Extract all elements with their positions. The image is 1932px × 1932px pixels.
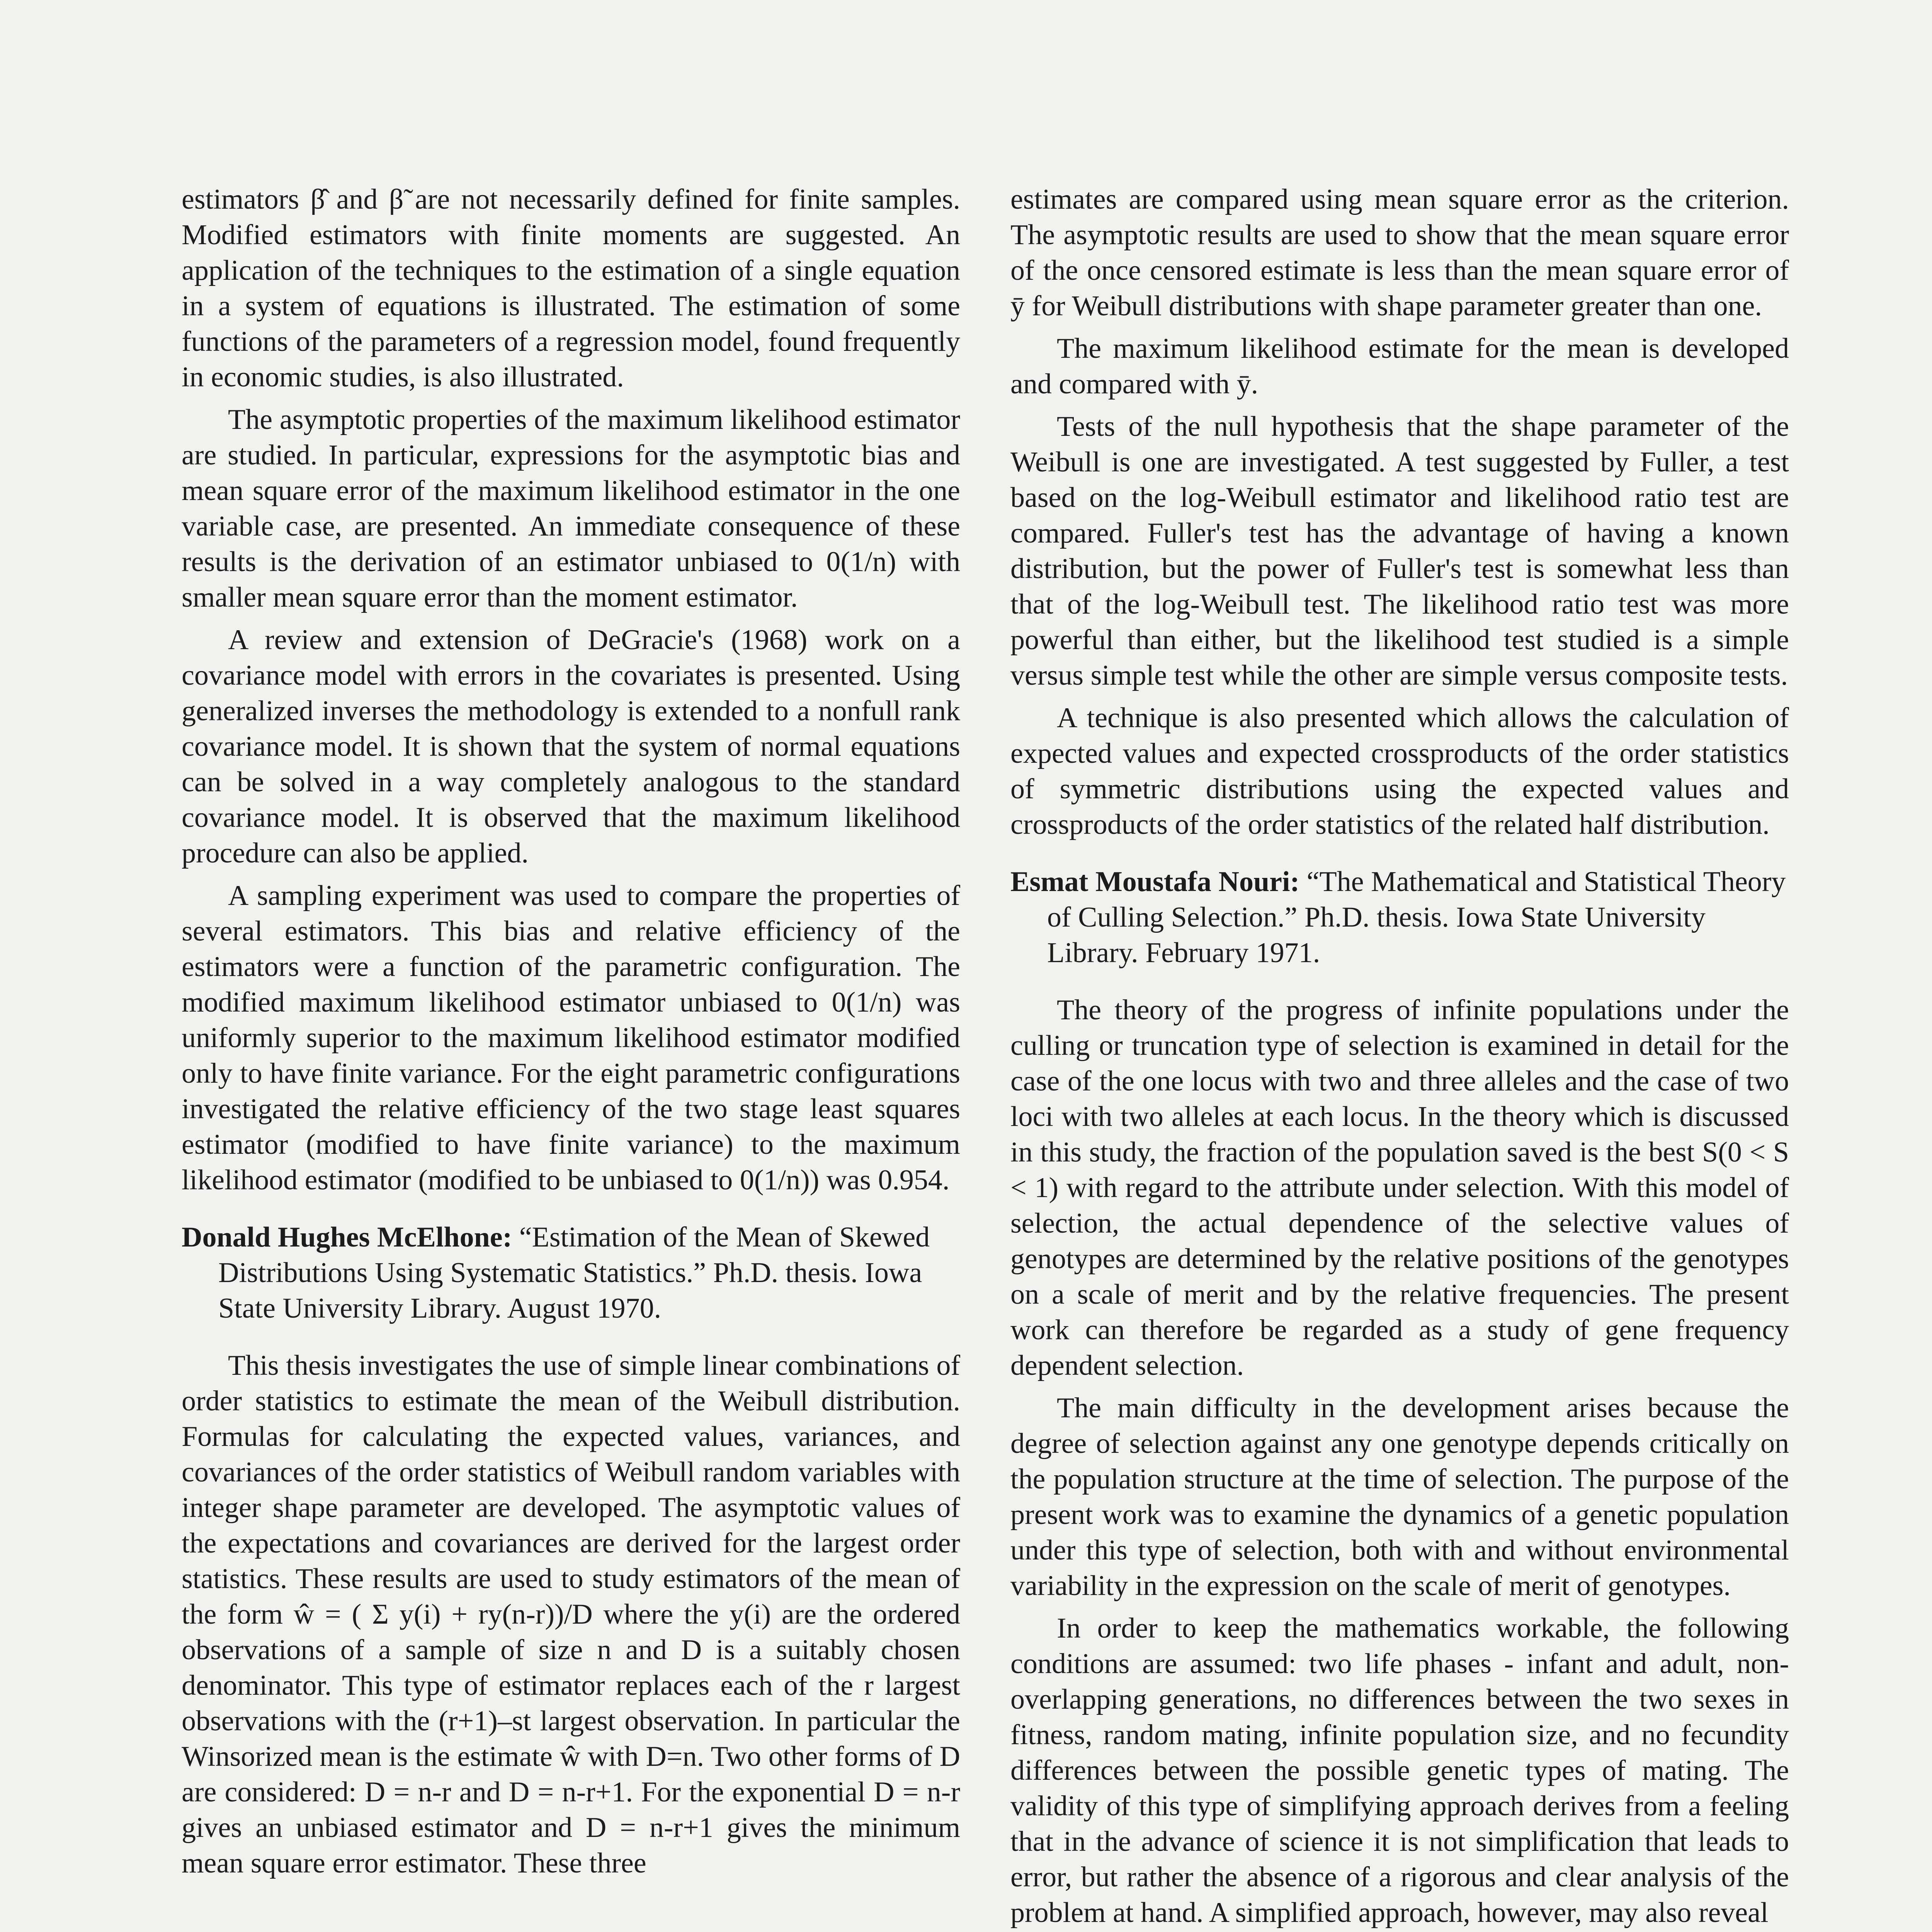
paragraph: In order to keep the mathematics workable, the following conditions are assumed: two life phases - infant and adult, non-overlapping generations, no differences between the two sexes in fitness, random mating, infinite population size, and no fecundity differences between the possible genetic types of mating. The validity of this type of simplifying approach derives from a feeling that in the advance of science it is not simplification that leads to error, but rather the absence of a rigorous and clear analysis of the problem at hand. A simplified approach, however, may also reveal <box>1010 1612 1789 1929</box>
thesis-entry <box>1010 864 1789 971</box>
left-column <box>182 182 960 1888</box>
paragraph: This thesis investigates the use of simple linear combinations of order statistics to estimate the mean of the Weibull distribution. Formulas for calculating the expected values, variances, and covariances of the order statistics of Weibull random variables with integer shape parameter are developed. The asymptotic values of the expectations and covariances are derived for the largest order statistics. These results are used to study estimators of the mean of the form ŵ = ( Σ y(i) + ry(n-r))/D where the y(i) are the ordered observations of a sample of size n and D is a suitably chosen denominator. This type of estimator replaces each of the r largest observations with the (r+1)–st largest observation. In particular the Winsorized mean is the estimate ŵ with D=n. Two other forms of D are considered: D = n-r and D = n-r+1. For the exponential D = n-r gives an unbiased estimator and D = n-r+1 gives the minimum mean square error estimator. These three <box>182 1350 960 1879</box>
paragraph: The main difficulty in the development arises because the degree of selection against any one genotype depends critically on the population structure at the time of selection. The purpose of the present work was to examine the dynamics of a genetic population under this type of selection, both with and without environmental variability in the expression on the scale of merit of genotypes. <box>1010 1392 1789 1602</box>
paragraph: estimates are compared using mean square error as the criterion. The asymptotic results are used to show that the mean square error of the once censored estimate is less than the mean square error of ȳ for Weibull distributions with shape parameter greater than one. <box>1010 184 1789 322</box>
paragraph: The maximum likelihood estimate for the mean is developed and compared with ȳ. <box>1010 333 1789 400</box>
entry-author: Donald Hughes McElhone: <box>182 1221 512 1253</box>
paragraph: Tests of the null hypothesis that the shape parameter of the Weibull is one are investigated. A test suggested by Fuller, a test based on the log-Weibull estimator and likelihood ratio test are compared. Fuller's test has the advantage of having a known distribution, but the power of Fuller's test is somewhat less than that of the log-Weibull test. The likelihood ratio test was more powerful than either, but the likelihood test studied is a simple versus simple test while the other are simple versus composite tests. <box>1010 411 1789 691</box>
paragraph: The asymptotic properties of the maximum likelihood estimator are studied. In particular, expressions for the asymptotic bias and mean square error of the maximum likelihood estimator in the one variable case, are presented. An immediate consequence of these results is the derivation of an estimator unbiased to 0(1/n) with smaller mean square error than the moment estimator. <box>182 404 960 613</box>
entry-citation: “Estimation of the Mean of Skewed Distributions Using Systematic Statistics.” Ph.D. thesis. Iowa State University Library. August 1970. <box>218 1221 930 1324</box>
paragraph: A review and extension of DeGracie's (1968) work on a covariance model with errors in the covariates is presented. Using generalized inverses the methodology is extended to a nonfull rank covariance model. It is shown that the system of normal equations can be solved in a way completely analogous to the standard covariance model. It is observed that the maximum likelihood procedure can also be applied. <box>182 624 960 869</box>
thesis-entry <box>182 1219 960 1326</box>
paragraph: The theory of the progress of infinite populations under the culling or truncation type of selection is examined in detail for the case of the one locus with two and three alleles and the case of two loci with two alleles at each locus. In the theory which is discussed in this study, the fraction of the population saved is the best S(0 < S < 1) with regard to the attribute under selection. With this model of selection, the actual dependence of the selective values of genotypes are determined by the relative positions of the genotypes on a scale of merit and by the relative frequencies. The present work can therefore be regarded as a study of gene frequency dependent selection. <box>1010 994 1789 1381</box>
entry-citation: “The Mathematical and Statistical Theory of Culling Selection.” Ph.D. thesis. Iowa State University Library. February 1971. <box>1047 866 1786 969</box>
right-column <box>1010 182 1789 1932</box>
paragraph: estimators β̂ and β̃ are not necessarily defined for finite samples. Modified estimators with finite moments are suggested. An application of the techniques to the estimation of a single equation in a system of equations is illustrated. The estimation of some functions of the parameters of a regression model, found frequently in economic studies, is also illustrated. <box>182 184 960 393</box>
entry-author: Esmat Moustafa Nouri: <box>1010 866 1300 898</box>
paragraph: A technique is also presented which allows the calculation of expected values and expected crossproducts of the order statistics of symmetric distributions using the expected values and crossproducts of the order statistics of the related half distribution. <box>1010 702 1789 840</box>
paragraph: A sampling experiment was used to compare the properties of several estimators. This bias and relative efficiency of the estimators were a function of the parametric configuration. The modified maximum likelihood estimator unbiased to 0(1/n) was uniformly superior to the maximum likelihood estimator modified only to have finite variance. For the eight parametric configurations investigated the relative efficiency of the two stage least squares estimator (modified to have finite variance) to the maximum likelihood estimator (modified to be unbiased to 0(1/n)) was 0.954. <box>182 880 960 1196</box>
